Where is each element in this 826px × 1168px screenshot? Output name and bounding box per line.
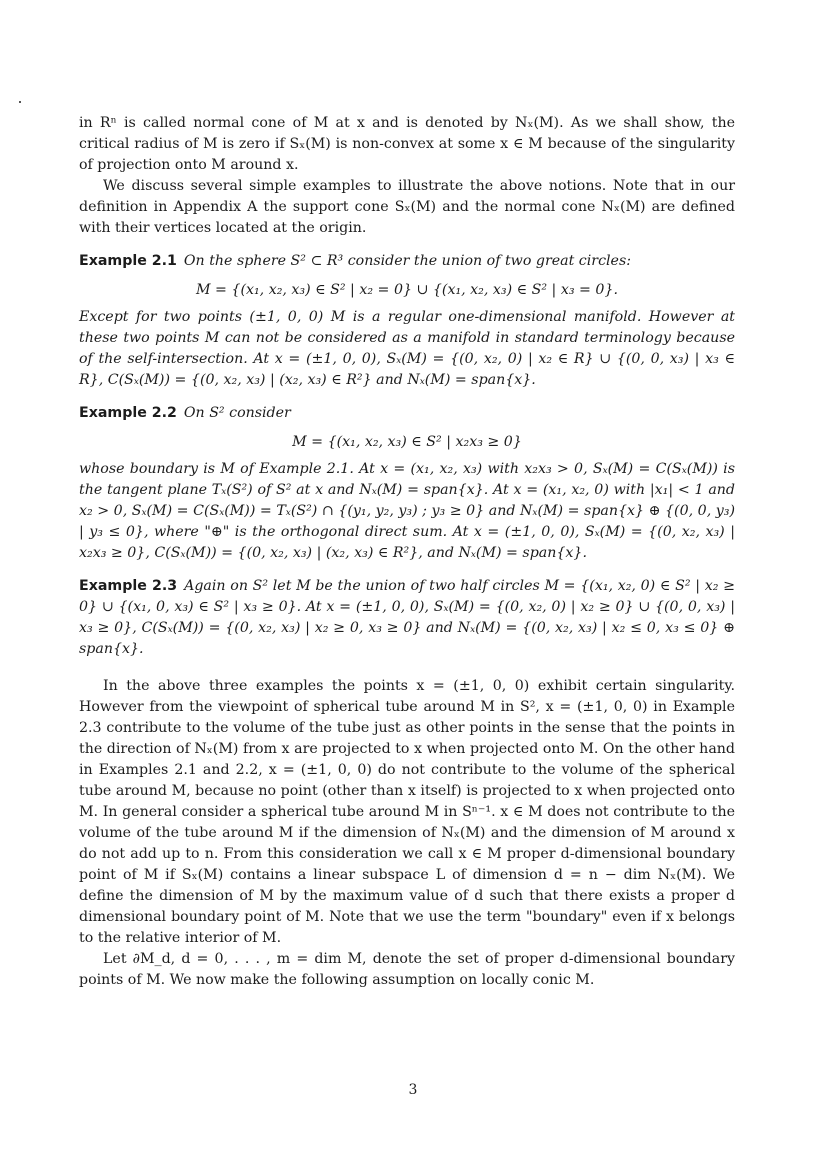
example-2-1-intro-text: On the sphere S² ⊂ R³ consider the union of two great circles: — [183, 253, 632, 269]
paragraph-examples-intro: We discuss several simple examples to illustrate the above notions. Note that in our definition in Appendix A the support cone Sₓ(M) and the normal cone Nₓ(M) are defined with their vertices located at the origin. — [79, 178, 735, 236]
example-2-3 — [79, 576, 735, 660]
example-2-1-body: Except for two points (±1, 0, 0) M is a regular one-dimensional manifold. However at these two points M can not be considered as a manifold in standard terminology because of the self-intersection. At x = (±1, 0, 0), Sₓ(M) = {(0, x₂, 0) | x₂ ∈ R} ∪ {(0, 0, x₃) | x₃ ∈ R}, C(Sₓ(M)) = {(0, x₂, x₃) | (x₂, x₃) ∈ R²} and Nₓ(M) = span{x}. — [79, 309, 735, 388]
paragraph-boundary-assumption: Let ∂M_d, d = 0, . . . , m = dim M, denote the set of proper d-dimensional boundary points of M. We now make the following assumption on locally conic M. — [79, 951, 735, 988]
example-2-3-label: Example 2.3 — [79, 578, 178, 594]
page-number: 3 — [408, 1082, 418, 1098]
scan-speck — [19, 101, 21, 103]
example-2-1-equation: M = {(x₁, x₂, x₃) ∈ S² | x₂ = 0} ∪ {(x₁, x₂, x₃) ∈ S² | x₃ = 0}. — [195, 282, 618, 298]
example-2-2-equation: M = {(x₁, x₂, x₃) ∈ S² | x₂x₃ ≥ 0} — [292, 434, 522, 450]
example-2-1-label: Example 2.1 — [79, 253, 177, 269]
example-2-2-label: Example 2.2 — [79, 405, 177, 421]
example-2-2-intro — [79, 403, 735, 424]
paragraph-singularity-discussion: In the above three examples the points x = (±1, 0, 0) exhibit certain singularity. However from the viewpoint of spherical tube around M in S², x = (±1, 0, 0) in Example 2.3 contribute to the volume of the tube just as other points in the sense that the points in the direction of Nₓ(M) from x are projected to x when projected onto M. On the other hand in Examples 2.1 and 2.2, x = (±1, 0, 0) do not contribute to the volume of the spherical tube around M, because no point (other than x itself) is projected to x when projected onto M. In general consider a spherical tube around M in Sⁿ⁻¹. x ∈ M does not contribute to the volume of the tube around M if the dimension of Nₓ(M) and the dimension of M around x do not add up to n. From this consideration we call x ∈ M proper d-dimensional boundary point of M if Sₓ(M) contains a linear subspace L of dimension d = n − dim Nₓ(M). We define the dimension of M by the maximum value of d such that there exists a proper d dimensional boundary point of M. Note that we use the term "boundary" even if x belongs to the relative interior of M. — [79, 678, 735, 946]
example-2-2-intro-text: On S² consider — [183, 405, 291, 421]
page-content — [79, 113, 735, 991]
example-2-3-body: Again on S² let M be the union of two half circles M = {(x₁, x₂, 0) ∈ S² | x₂ ≥ 0} ∪ {(x₁, 0, x₃) ∈ S² | x₃ ≥ 0}. At x = (±1, 0, 0), Sₓ(M) = {(0, x₂, 0) | x₂ ≥ 0} ∪ {(0, 0, x₃) | x₃ ≥ 0}, C(Sₓ(M)) = {(0, x₂, x₃) | x₂ ≥ 0, x₃ ≥ 0} and Nₓ(M) = {(0, x₂, x₃) | x₂ ≤ 0, x₃ ≤ 0} ⊕ span{x}. — [79, 578, 735, 657]
paragraph-normal-cone: in Rⁿ is called normal cone of M at x and is denoted by Nₓ(M). As we shall show, the critical radius of M is zero if Sₓ(M) is non-convex at some x ∈ M because of the singularity of projection onto M around x. — [79, 115, 735, 173]
example-2-2-body: whose boundary is M of Example 2.1. At x = (x₁, x₂, x₃) with x₂x₃ > 0, Sₓ(M) = C(Sₓ(M)) is the tangent plane Tₓ(S²) of S² at x and Nₓ(M) = span{x}. At x = (x₁, x₂, 0) with |x₁| < 1 and x₂ > 0, Sₓ(M) = C(Sₓ(M)) = Tₓ(S²) ∩ {(y₁, y₂, y₃) ; y₃ ≥ 0} and Nₓ(M) = span{x} ⊕ {(0, 0, y₃) | y₃ ≤ 0}, where "⊕" is the orthogonal direct sum. At x = (±1, 0, 0), Sₓ(M) = {(0, x₂, x₃) | x₂x₃ ≥ 0}, C(Sₓ(M)) = {(0, x₂, x₃) | (x₂, x₃) ∈ R²}, and Nₓ(M) = span{x}. — [79, 461, 735, 561]
example-2-1-intro — [79, 251, 735, 272]
